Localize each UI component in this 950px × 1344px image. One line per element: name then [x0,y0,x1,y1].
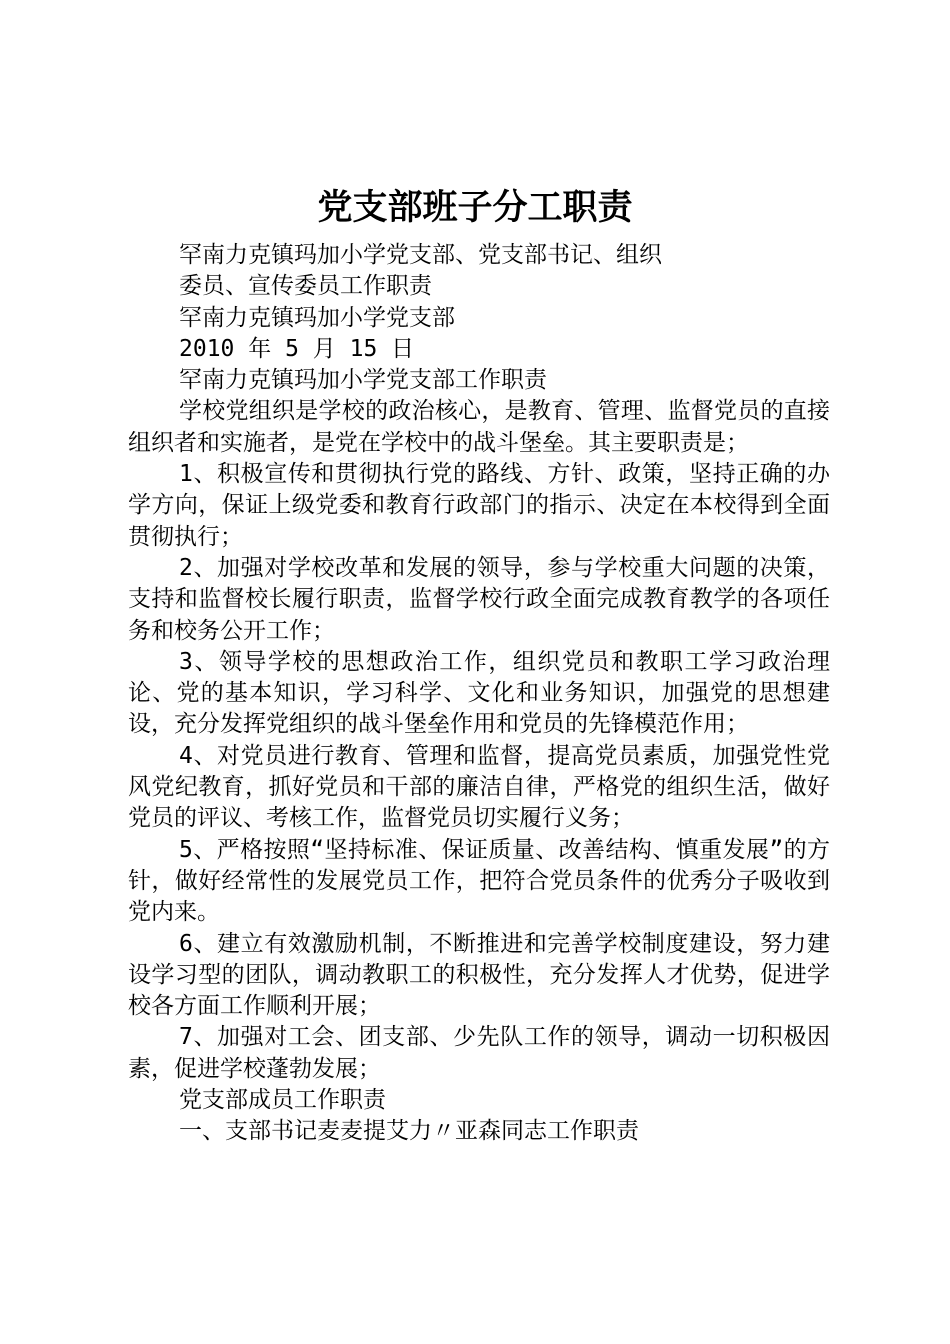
header-line: 罕南力克镇玛加小学党支部 [179,304,455,331]
header-date: 2010 年 5 月 15 日 [179,335,415,362]
document-body [128,240,830,1148]
paragraph: 7、加强对工会、团支部、少先队工作的领导，调动一切积极因素，促进学校蓬勃发展； [128,1024,830,1082]
paragraph: 5、严格按照“坚持标准、保证质量、改善结构、慎重发展”的方针，做好经常性的发展党员工作，把符合党员条件的优秀分子吸收到党内来。 [128,836,830,926]
subsection-heading: 一、支部书记麦麦提艾力〃亚森同志工作职责 [179,1118,639,1145]
paragraph: 学校党组织是学校的政治核心，是教育、管理、监督党员的直接组织者和实施者，是党在学校中的战斗堡垒。其主要职责是； [128,398,830,456]
document-title: 党支部班子分工职责 [317,187,633,228]
paragraph: 6、建立有效激励机制，不断推进和完善学校制度建设，努力建设学习型的团队，调动教职工的积极性，充分发挥人才优势，促进学校各方面工作顺利开展； [128,930,830,1020]
header-line: 委员、宣传委员工作职责 [179,273,432,300]
paragraph: 3、领导学校的思想政治工作，组织党员和教职工学习政治理论、党的基本知识，学习科学、文化和业务知识，加强党的思想建设，充分发挥党组织的战斗堡垒作用和党员的先锋模范作用； [128,648,830,738]
paragraph: 4、对党员进行教育、管理和监督，提高党员素质，加强党性党风党纪教育，抓好党员和干部的廉洁自律，严格党的组织生活，做好党员的评议、考核工作，监督党员切实履行义务； [128,742,830,832]
paragraph: 1、积极宣传和贯彻执行党的路线、方针、政策，坚持正确的办学方向，保证上级党委和教育行政部门的指示、决定在本校得到全面贯彻执行； [128,461,830,550]
paragraph: 2、加强对学校改革和发展的领导，参与学校重大问题的决策，支持和监督校长履行职责，监督学校行政全面完成教育教学的各项任务和校务公开工作； [128,554,830,644]
header-line: 罕南力克镇玛加小学党支部工作职责 [179,367,547,394]
section-heading: 党支部成员工作职责 [179,1087,386,1114]
header-line: 罕南力克镇玛加小学党支部、党支部书记、组织 [179,242,662,268]
